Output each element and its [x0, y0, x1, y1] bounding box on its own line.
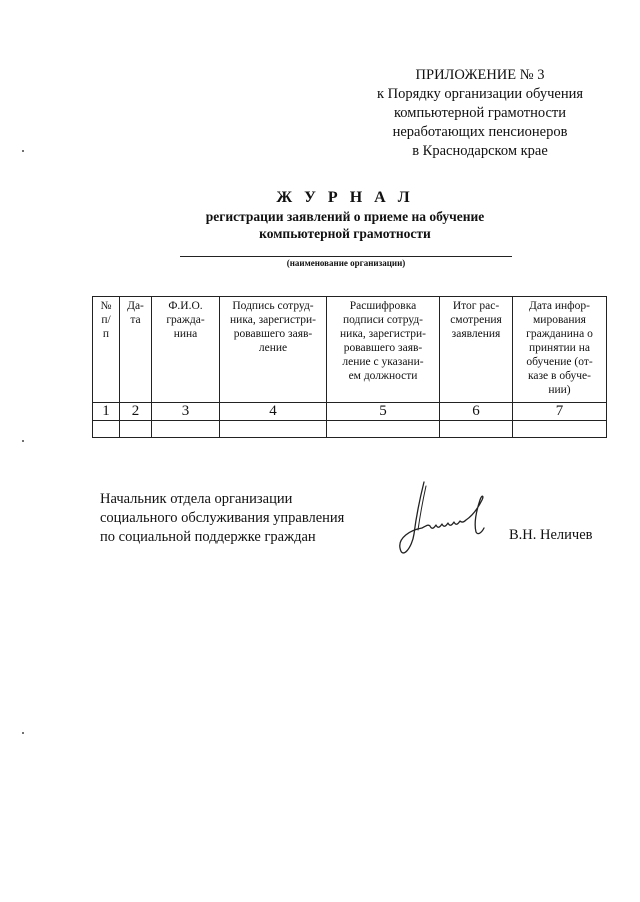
- position-line: социального обслуживания управления: [100, 510, 345, 526]
- header-line: казе в обуче-: [528, 370, 591, 382]
- header-line: мирования: [533, 314, 586, 326]
- header-cell: [220, 297, 327, 403]
- header-line: Подпись сотруд-: [232, 300, 314, 312]
- table-header-row: [93, 297, 607, 403]
- header-line: ление с указани-: [342, 356, 424, 368]
- header-cell: [327, 297, 440, 403]
- column-number-row: [93, 403, 607, 421]
- header-line: ника, зарегистри-: [340, 328, 426, 340]
- header-line: принятии на: [529, 342, 590, 354]
- signatory-position: [100, 490, 344, 547]
- empty-cell[interactable]: [93, 421, 120, 438]
- journal-subtitle: компьютерной грамотности: [259, 226, 431, 241]
- header-line: ление: [258, 342, 288, 354]
- appendix-line: ПРИЛОЖЕНИЕ № 3: [415, 67, 545, 83]
- empty-cell[interactable]: [513, 421, 607, 438]
- registration-table: [92, 296, 607, 438]
- position-line: по социальной поддержке граждан: [100, 529, 316, 545]
- header-line: нина: [173, 328, 198, 340]
- header-line: Расшифровка: [349, 300, 417, 312]
- header-cell: [93, 297, 120, 403]
- empty-cell[interactable]: [327, 421, 440, 438]
- appendix-line: к Порядку организации обучения: [376, 86, 584, 102]
- column-number: 6: [440, 403, 513, 421]
- header-line: смотрения: [450, 314, 502, 326]
- empty-cell[interactable]: [440, 421, 513, 438]
- column-number: 7: [513, 403, 607, 421]
- header-line: ровавшего заяв-: [233, 328, 313, 340]
- header-line: та: [130, 314, 141, 326]
- header-line: Итог рас-: [452, 300, 500, 312]
- empty-cell[interactable]: [152, 421, 220, 438]
- appendix-line: неработающих пенсионеров: [392, 124, 568, 140]
- position-line: Начальник отдела организации: [100, 491, 293, 507]
- scan-speck: [22, 150, 24, 152]
- column-number: 4: [220, 403, 327, 421]
- header-cell: [152, 297, 220, 403]
- header-cell: [440, 297, 513, 403]
- header-line: ем должности: [348, 370, 418, 382]
- header-line: Дата инфор-: [529, 300, 590, 312]
- signer-name: В.Н. Неличев: [509, 527, 593, 543]
- header-line: обучение (от-: [526, 356, 593, 368]
- column-number: 2: [120, 403, 152, 421]
- header-cell: [120, 297, 152, 403]
- header-line: нии): [548, 384, 571, 396]
- journal-title-block: [140, 188, 550, 242]
- empty-cell[interactable]: [120, 421, 152, 438]
- column-number: 3: [152, 403, 220, 421]
- organization-name-line: [180, 256, 512, 257]
- header-line: п: [102, 328, 110, 340]
- scan-speck: [22, 732, 24, 734]
- appendix-line: в Краснодарском крае: [412, 143, 548, 159]
- journal-subtitle: регистрации заявлений о приеме на обучение: [205, 209, 485, 224]
- header-line: гражданина о: [526, 328, 593, 340]
- header-line: Ф.И.О.: [168, 300, 203, 312]
- header-line: ника, зарегистри-: [230, 314, 316, 326]
- header-line: Да-: [127, 300, 144, 312]
- handwritten-signature: [396, 478, 504, 568]
- column-number: 5: [327, 403, 440, 421]
- header-line: подписи сотруд-: [342, 314, 424, 326]
- scan-speck: [22, 440, 24, 442]
- empty-entry-row: [93, 421, 607, 438]
- header-line: п/: [101, 314, 111, 326]
- organization-caption: (наименование организации): [286, 258, 406, 268]
- column-number: 1: [93, 403, 120, 421]
- header-line: ровавшего заяв-: [343, 342, 423, 354]
- header-line: гражда-: [166, 314, 205, 326]
- journal-title: Ж У Р Н А Л: [276, 189, 414, 206]
- header-cell: [513, 297, 607, 403]
- appendix-line: компьютерной грамотности: [394, 105, 566, 121]
- header-line: заявления: [451, 328, 501, 340]
- header-line: №: [100, 300, 112, 312]
- empty-cell[interactable]: [220, 421, 327, 438]
- appendix-block: [340, 66, 620, 161]
